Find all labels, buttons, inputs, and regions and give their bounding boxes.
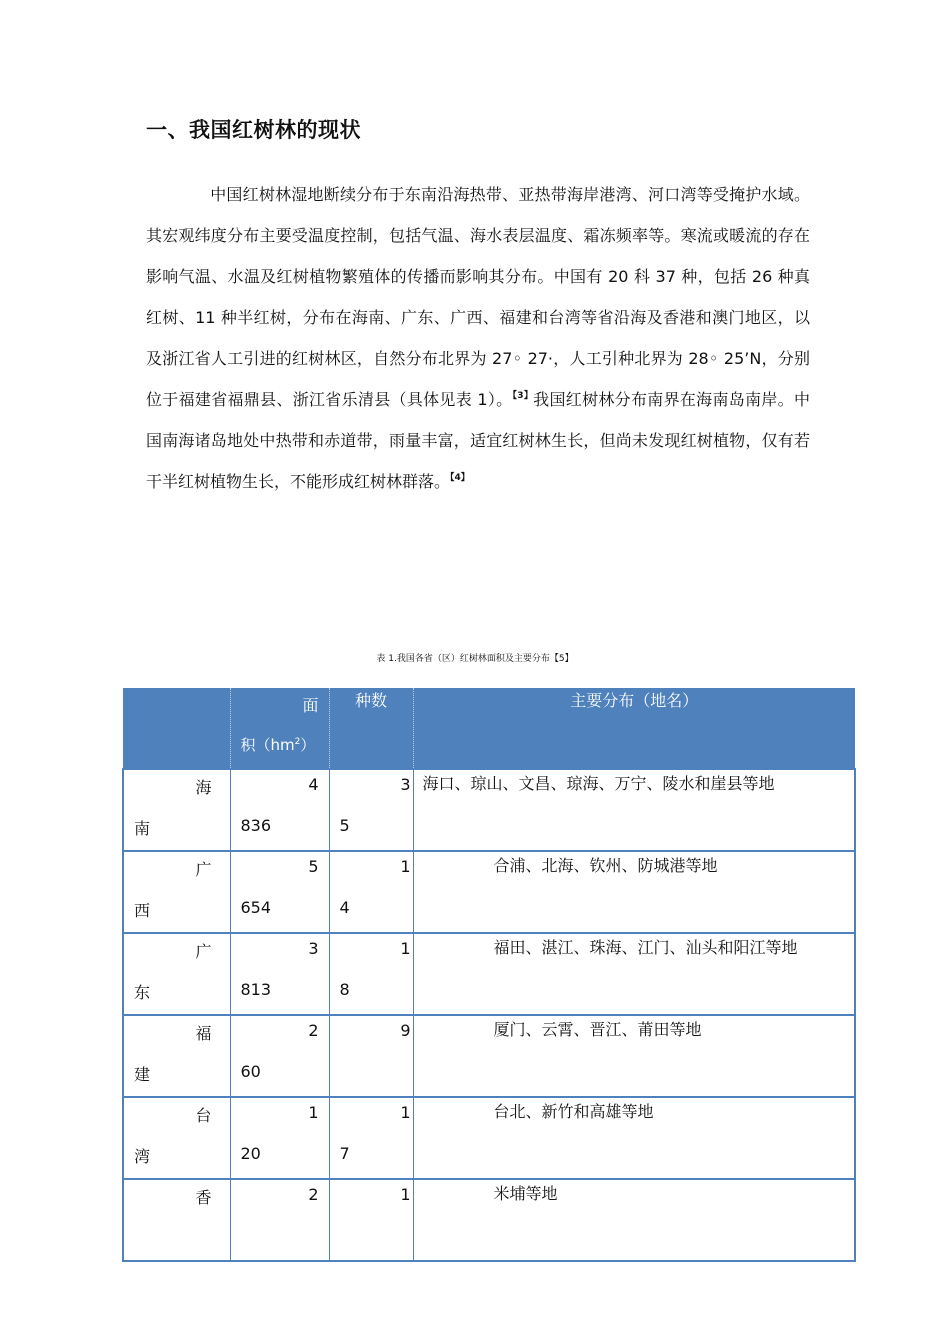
province-cell [123, 851, 230, 933]
header-area-top: 面 [302, 696, 319, 715]
table-row [123, 933, 855, 1015]
area-cell-top: 4 [308, 775, 319, 794]
header-distribution: 主要分布（地名） [413, 688, 855, 769]
area-cell [230, 1015, 329, 1097]
province-cell [123, 769, 230, 851]
area-cell [230, 1097, 329, 1179]
province-cell [123, 1179, 230, 1261]
species-cell-top: 1 [400, 857, 411, 876]
distribution-text: 合浦、北海、钦州、防城港等地 [493, 856, 718, 875]
distribution-text: 米埔等地 [493, 1184, 558, 1203]
province-cell [123, 1097, 230, 1179]
table-row [123, 1097, 855, 1179]
province-cell [123, 933, 230, 1015]
area-cell-bottom: 654 [240, 898, 272, 917]
species-cell [329, 933, 413, 1015]
distribution-cell [413, 1015, 855, 1097]
province-cell [123, 1015, 230, 1097]
province-cell-bottom: 西 [134, 901, 151, 920]
province-cell-top: 福 [195, 1024, 212, 1043]
table-row [123, 851, 855, 933]
province-cell-bottom: 湾 [134, 1147, 151, 1166]
table-header-row [123, 688, 855, 769]
species-cell-bottom: 7 [339, 1144, 350, 1163]
paragraph-text: 中国红树林湿地断续分布于东南沿海热带、亚热带海岸港湾、河口湾等受掩护水域。其宏观纬度分布主要受温度控制，包括气温、海水表层温度、霜冻频率等。寒流或暖流的存在影响气温、水温及红树植物繁殖体的传播而影响其分布。中国有 20 科 37 种，包括 26 种真红树、11 种半红树，分布在海南、广东、广西、福建和台湾等省沿海及香港和澳门地区，以及浙江省人工引进的红树林区，自然分布北界为 27◦ 27·，人工引种北界为 28◦ 25’N，分别位于福建省福鼎县、浙江省乐清县（具体见表 1）。 [146, 185, 810, 409]
province-cell-top: 香 [195, 1188, 212, 1207]
area-cell-top: 2 [308, 1185, 319, 1204]
species-cell [329, 769, 413, 851]
distribution-cell [413, 769, 855, 851]
paragraph-text-2: 我国红树林分布南界在海南岛南岸。中国南海诸岛地处中热带和赤道带，雨量丰富，适宜红树林生长，但尚未发现红树植物，仅有若干半红树植物生长，不能形成红树林群落。 [146, 390, 810, 491]
body-paragraph [146, 174, 810, 502]
distribution-cell [413, 1179, 855, 1261]
distribution-cell [413, 1097, 855, 1179]
area-cell-bottom: 813 [240, 980, 272, 999]
distribution-cell [413, 933, 855, 1015]
header-area-bottom: 积$(hm^2)$ [240, 736, 316, 754]
area-cell-bottom: 836 [240, 816, 272, 835]
species-cell-top: 3 [400, 775, 411, 794]
mangrove-table [122, 688, 856, 1262]
area-cell-top: 1 [308, 1103, 319, 1122]
header-area [230, 688, 329, 769]
distribution-text: 厦门、云霄、晋江、莆田等地 [493, 1020, 702, 1039]
province-cell-top: 海 [195, 778, 212, 797]
area-cell-bottom: 60 [240, 1062, 261, 1081]
species-cell-top: 9 [400, 1021, 411, 1040]
table-row [123, 769, 855, 851]
species-cell [329, 851, 413, 933]
distribution-text: 台北、新竹和高雄等地 [493, 1102, 654, 1121]
province-cell-bottom: 东 [134, 983, 151, 1002]
species-cell [329, 1097, 413, 1179]
section-heading: 一、我国红树林的现状 [146, 118, 361, 142]
distribution-cell [413, 851, 855, 933]
area-cell-top: 3 [308, 939, 319, 958]
species-cell-bottom: 5 [339, 816, 350, 835]
province-cell-top: 广 [195, 942, 212, 961]
species-cell-top: 1 [400, 1185, 411, 1204]
province-cell-bottom: 南 [134, 819, 151, 838]
province-cell-top: 广 [195, 860, 212, 879]
species-cell [329, 1015, 413, 1097]
area-cell-top: 5 [308, 857, 319, 876]
species-cell-top: 1 [400, 1103, 411, 1122]
province-cell-bottom: 建 [134, 1065, 151, 1084]
header-province [123, 688, 230, 769]
table-caption: 表 1.我国各省（区）红树林面积及主要分布【5】 [376, 654, 574, 664]
species-cell-top: 1 [400, 939, 411, 958]
distribution-text: 福田、湛江、珠海、江门、汕头和阳江等地 [493, 938, 798, 957]
reference-4[interactable]: 【4】 [450, 473, 470, 483]
reference-3[interactable]: 【3】 [512, 391, 534, 401]
distribution-text: 海口、琼山、文昌、琼海、万宁、陵水和崖县等地 [422, 774, 775, 793]
province-cell-top: 台 [195, 1106, 212, 1125]
area-cell [230, 769, 329, 851]
species-cell-bottom: 4 [339, 898, 350, 917]
species-cell [329, 1179, 413, 1261]
area-cell [230, 933, 329, 1015]
header-species: 种数 [329, 688, 413, 769]
table-row [123, 1015, 855, 1097]
area-cell-top: 2 [308, 1021, 319, 1040]
area-cell [230, 851, 329, 933]
table-row [123, 1179, 855, 1261]
area-cell [230, 1179, 329, 1261]
area-cell-bottom: 20 [240, 1144, 261, 1163]
species-cell-bottom: 8 [339, 980, 350, 999]
